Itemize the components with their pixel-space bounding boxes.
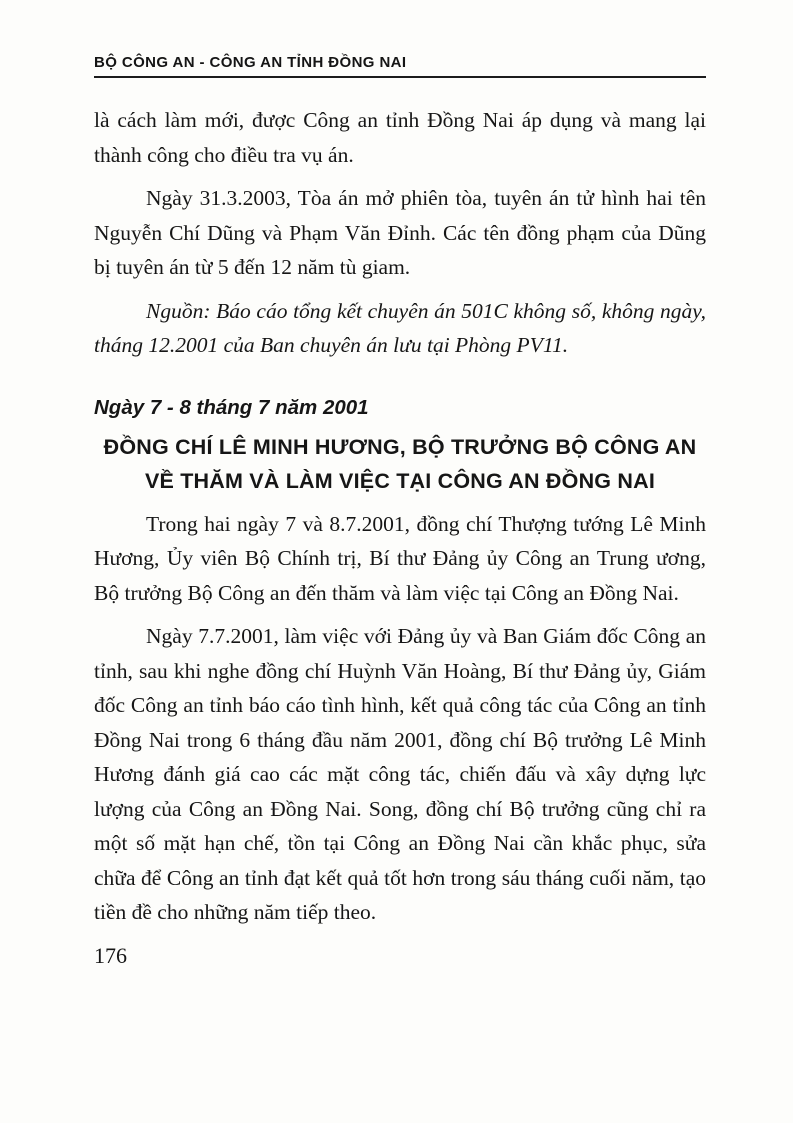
page-body xyxy=(94,103,706,973)
running-header: BỘ CÔNG AN - CÔNG AN TỈNH ĐỒNG NAI xyxy=(94,54,706,78)
paragraph-visit-details: Ngày 7.7.2001, làm việc với Đảng ủy và Ban Giám đốc Công an tỉnh, sau khi nghe đồng chí Huỳnh Văn Hoàng, Bí thư Đảng ủy, Giám đốc Công an tỉnh báo cáo tình hình, kết quả công tác của Công an tỉnh Đồng Nai trong 6 tháng đầu năm 2001, đồng chí Bộ trưởng Lê Minh Hương đánh giá cao các mặt công tác, chiến đấu và xây dựng lực lượng của Công an Đồng Nai. Song, đồng chí Bộ trưởng cũng chỉ ra một số mặt hạn chế, tồn tại Công an Đồng Nai cần khắc phục, sửa chữa để Công an tỉnh đạt kết quả tốt hơn trong sáu tháng cuối năm, tạo tiền đề cho những năm tiếp theo. xyxy=(94,624,706,924)
page-number: 176 xyxy=(94,942,127,968)
entry-date-heading: Ngày 7 - 8 tháng 7 năm 2001 xyxy=(94,395,369,419)
entry-title: ĐỒNG CHÍ LÊ MINH HƯƠNG, BỘ TRƯỞNG BỘ CÔNG AN VỀ THĂM VÀ LÀM VIỆC TẠI CÔNG AN ĐỒNG NAI xyxy=(103,434,697,493)
text-column xyxy=(94,54,706,982)
new-entry-section xyxy=(94,395,706,930)
paragraph-source-citation: Nguồn: Báo cáo tổng kết chuyên án 501C không số, không ngày, tháng 12.2001 của Ban chuyên án lưu tại Phòng PV11. xyxy=(94,298,706,357)
paragraph-continuation: là cách làm mới, được Công an tỉnh Đồng Nai áp dụng và mang lại thành công cho điều tra vụ án. xyxy=(94,108,706,167)
paragraph-verdict: Ngày 31.3.2003, Tòa án mở phiên tòa, tuyên án tử hình hai tên Nguyễn Chí Dũng và Phạm Văn Đỉnh. Các tên đồng phạm của Dũng bị tuyên án từ 5 đến 12 năm tù giam. xyxy=(94,186,706,279)
paragraph-visit-overview: Trong hai ngày 7 và 8.7.2001, đồng chí Thượng tướng Lê Minh Hương, Ủy viên Bộ Chính trị, Bí thư Đảng ủy Công an Trung ương, Bộ trưởng Bộ Công an đến thăm và làm việc tại Công an Đồng Nai. xyxy=(94,511,706,605)
